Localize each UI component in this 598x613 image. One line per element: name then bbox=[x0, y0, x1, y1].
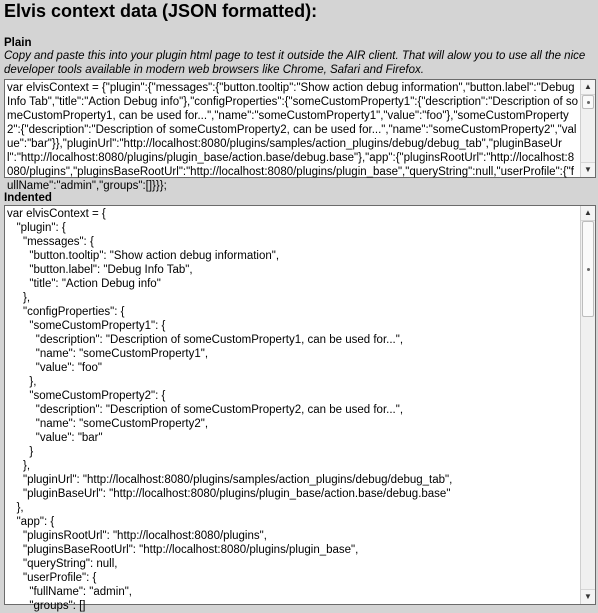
indented-scrollbar[interactable] bbox=[580, 206, 595, 604]
scroll-up-arrow-icon[interactable]: ▲ bbox=[581, 80, 595, 95]
page-title: Elvis context data (JSON formatted): bbox=[4, 1, 318, 21]
plain-scrollbar-thumb[interactable] bbox=[582, 95, 594, 109]
plain-description: Copy and paste this into your plugin html page to test it outside the AIR client. That will alow you to use all the nice developer tools available in modern web browsers like Chrome, Safari and Firefox. bbox=[4, 50, 586, 76]
plain-json-text: var elvisContext = {"plugin":{"messages":{"button.tooltip":"Show action debug information","button.label":"Debug Info Tab","title":"Action Debug info"},"configProperties":{"someCustomProperty1":{"description":"Description of someCustomProperty1, can be used for...","name":"someCustomProperty1","value":"foo"},"someCustomProperty2":{"description":"Description of someCustomProperty2, can be used for...","name":"someCustomProperty2","value":"bar"}},"pluginUrl":"http://localhost:8080/plugins/samples/action_plugins/debug/debug_tab","pluginBaseUrl":"http://localhost:8080/plugins/plugin_base/action.base/debug.base"},"app":{"pluginsRootUrl":"http://localhost:8080/plugins","pluginsBaseRootUrl":"http://localhost:8080/plugins/plugin_base","queryString":null,"userProfile":{"fullName":"admin","groups":[]}}}; bbox=[7, 82, 579, 192]
scroll-up-arrow-icon[interactable]: ▲ bbox=[581, 206, 595, 221]
plain-heading: Plain bbox=[4, 37, 32, 49]
plain-json-textarea[interactable] bbox=[4, 79, 596, 192]
scroll-down-arrow-icon[interactable]: ▼ bbox=[581, 162, 595, 177]
indented-heading: Indented bbox=[4, 192, 52, 204]
indented-json-textarea[interactable] bbox=[4, 205, 596, 612]
indented-json-text: var elvisContext = { "plugin": { "messages": { "button.tooltip": "Show action debug information", "button.label": "Debug Info Tab", "title": "Action Debug info" }, "configProperties": { "someCustomProperty1": { "description": "Description of someCustomProperty1, can be used for...", "name": "someCustomProperty1", "value": "foo" }, "someCustomProperty2": { "description": "Description of someCustomProperty2, can be used for...", "name": "someCustomProperty2", "value": "bar" } }, "pluginUrl": "http://localhost:8080/plugins/samples/action_plugins/debug/debug_tab", "pluginBaseUrl": "http://localhost:8080/plugins/plugin_base/action.base/debug.base" }, "app": { "pluginsRootUrl": "http://localhost:8080/plugins", "pluginsBaseRootUrl": "http://localhost:8080/plugins/plugin_base", "queryString": null, "userProfile": { "fullName": "admin", "groups": [] bbox=[7, 208, 453, 612]
indented-scrollbar-thumb[interactable] bbox=[582, 221, 594, 317]
scroll-down-arrow-icon[interactable]: ▼ bbox=[581, 589, 595, 604]
plain-scrollbar[interactable] bbox=[580, 80, 595, 177]
